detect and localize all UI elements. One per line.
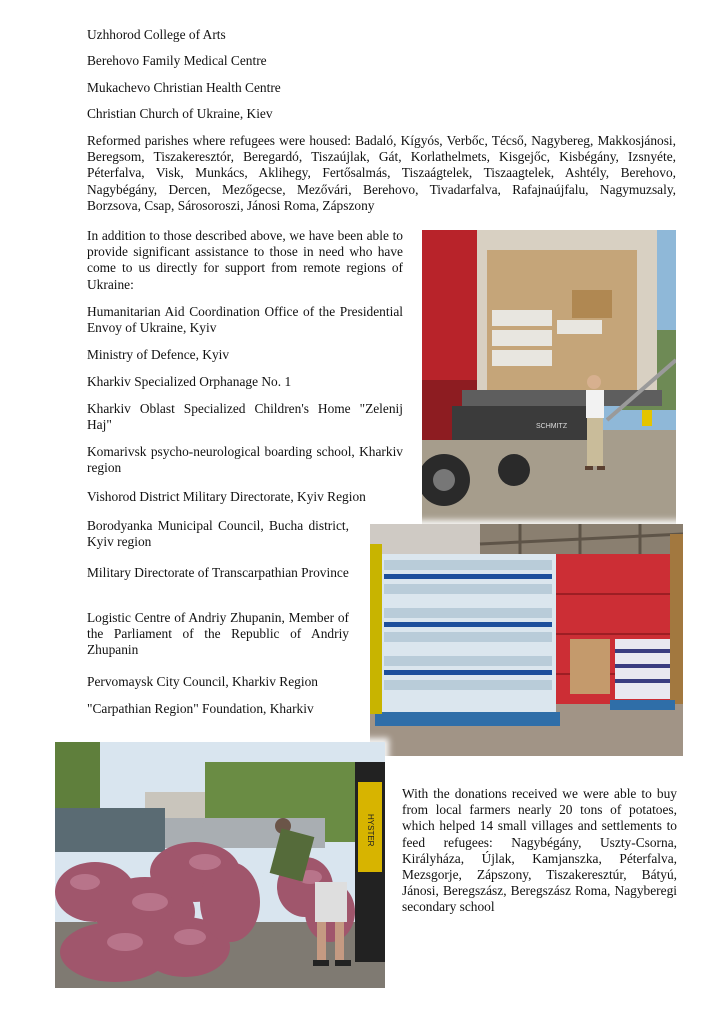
truck-unloading-photo [422, 230, 676, 526]
item-ministry-defence: Ministry of Defence, Kyiv [87, 347, 230, 362]
item-humanitarian-office: Humanitarian Aid Coordination Office of the Presidential Envoy of Ukraine, Kyiv [87, 304, 403, 336]
item-zelenij-haj: Kharkiv Oblast Specialized Children's Home "Zelenij Haj" [87, 401, 403, 433]
item-logistic-centre: Logistic Centre of Andriy Zhupanin, Member of the Parliament of the Republic of Andriy Zhupanin [87, 610, 349, 658]
item-komarivsk-school: Komarivsk psycho-neurological boarding school, Kharkiv region [87, 444, 403, 476]
line-uzhhorod-college: Uzhhorod College of Arts [87, 27, 226, 42]
intro-paragraph: In addition to those described above, we have been able to provide significant assistance to those in need who have come to us directly for support from remote regions of Ukraine: [87, 228, 403, 292]
potatoes-paragraph: With the donations received we were able to buy from local farmers nearly 20 tons of potatoes, which helped 14 small villages and settlements to feed refugees: Nagybégány, Uszty-Csorna, Királyháza, Újlak, Kamjanszka, Péterfalva, Mezsgorje, Zápszony, Tiszakeresztúr, Bátyú, Jánosi, Beregszász, Beregszász Roma, Nagyberegi secondary school [402, 786, 677, 915]
potato-sacks-image [55, 742, 385, 988]
item-carpathian-foundation: "Carpathian Region" Foundation, Kharkiv [87, 701, 314, 716]
item-borodyanka-council: Borodyanka Municipal Council, Bucha district, Kyiv region [87, 518, 349, 550]
truck-brand-label: SCHMITZ [536, 423, 568, 430]
line-berehovo-medical: Berehovo Family Medical Centre [87, 53, 267, 68]
water-pallets-image [370, 524, 683, 756]
truck-unloading-image [422, 230, 676, 526]
item-pervomaysk-council: Pervomaysk City Council, Kharkiv Region [87, 674, 318, 689]
item-vishorod-directorate: Vishorod District Military Directorate, Kyiv Region [87, 489, 366, 504]
water-pallets-photo [370, 524, 683, 756]
item-military-directorate: Military Directorate of Transcarpathian Province [87, 565, 349, 580]
item-kharkiv-orphanage: Kharkiv Specialized Orphanage No. 1 [87, 374, 292, 389]
potato-sacks-photo [55, 742, 385, 988]
line-christian-church: Christian Church of Ukraine, Kiev [87, 106, 273, 121]
reformed-parishes-paragraph: Reformed parishes where refugees were housed: Badaló, Kígyós, Verbőc, Técső, Nagybereg, Makkosjánosi, Beregsom, Tiszakeresztór, Beregardó, Tiszaújlak, Gát, Korlathelmets, Kisgejőc, Kisbégány, Izsnyéte, Péterfalva, Visk, Munkács, Aklihegy, Fertősalmás, Tiszaágtelek, Tiszaagtelek, Ashtély, Berehovo, Nagybégány, Dercen, Mezőgecse, Mezővári, Berehovo, Tivadarfalva, Rafajnaújfalu, Nagymuzsaly, Borzsova, Csap, Sárosoroszi, Jánosi Roma, Zápszony [87, 133, 676, 213]
forklift-brand-label: HYSTER [366, 814, 375, 847]
line-mukachevo-health: Mukachevo Christian Health Centre [87, 80, 281, 95]
